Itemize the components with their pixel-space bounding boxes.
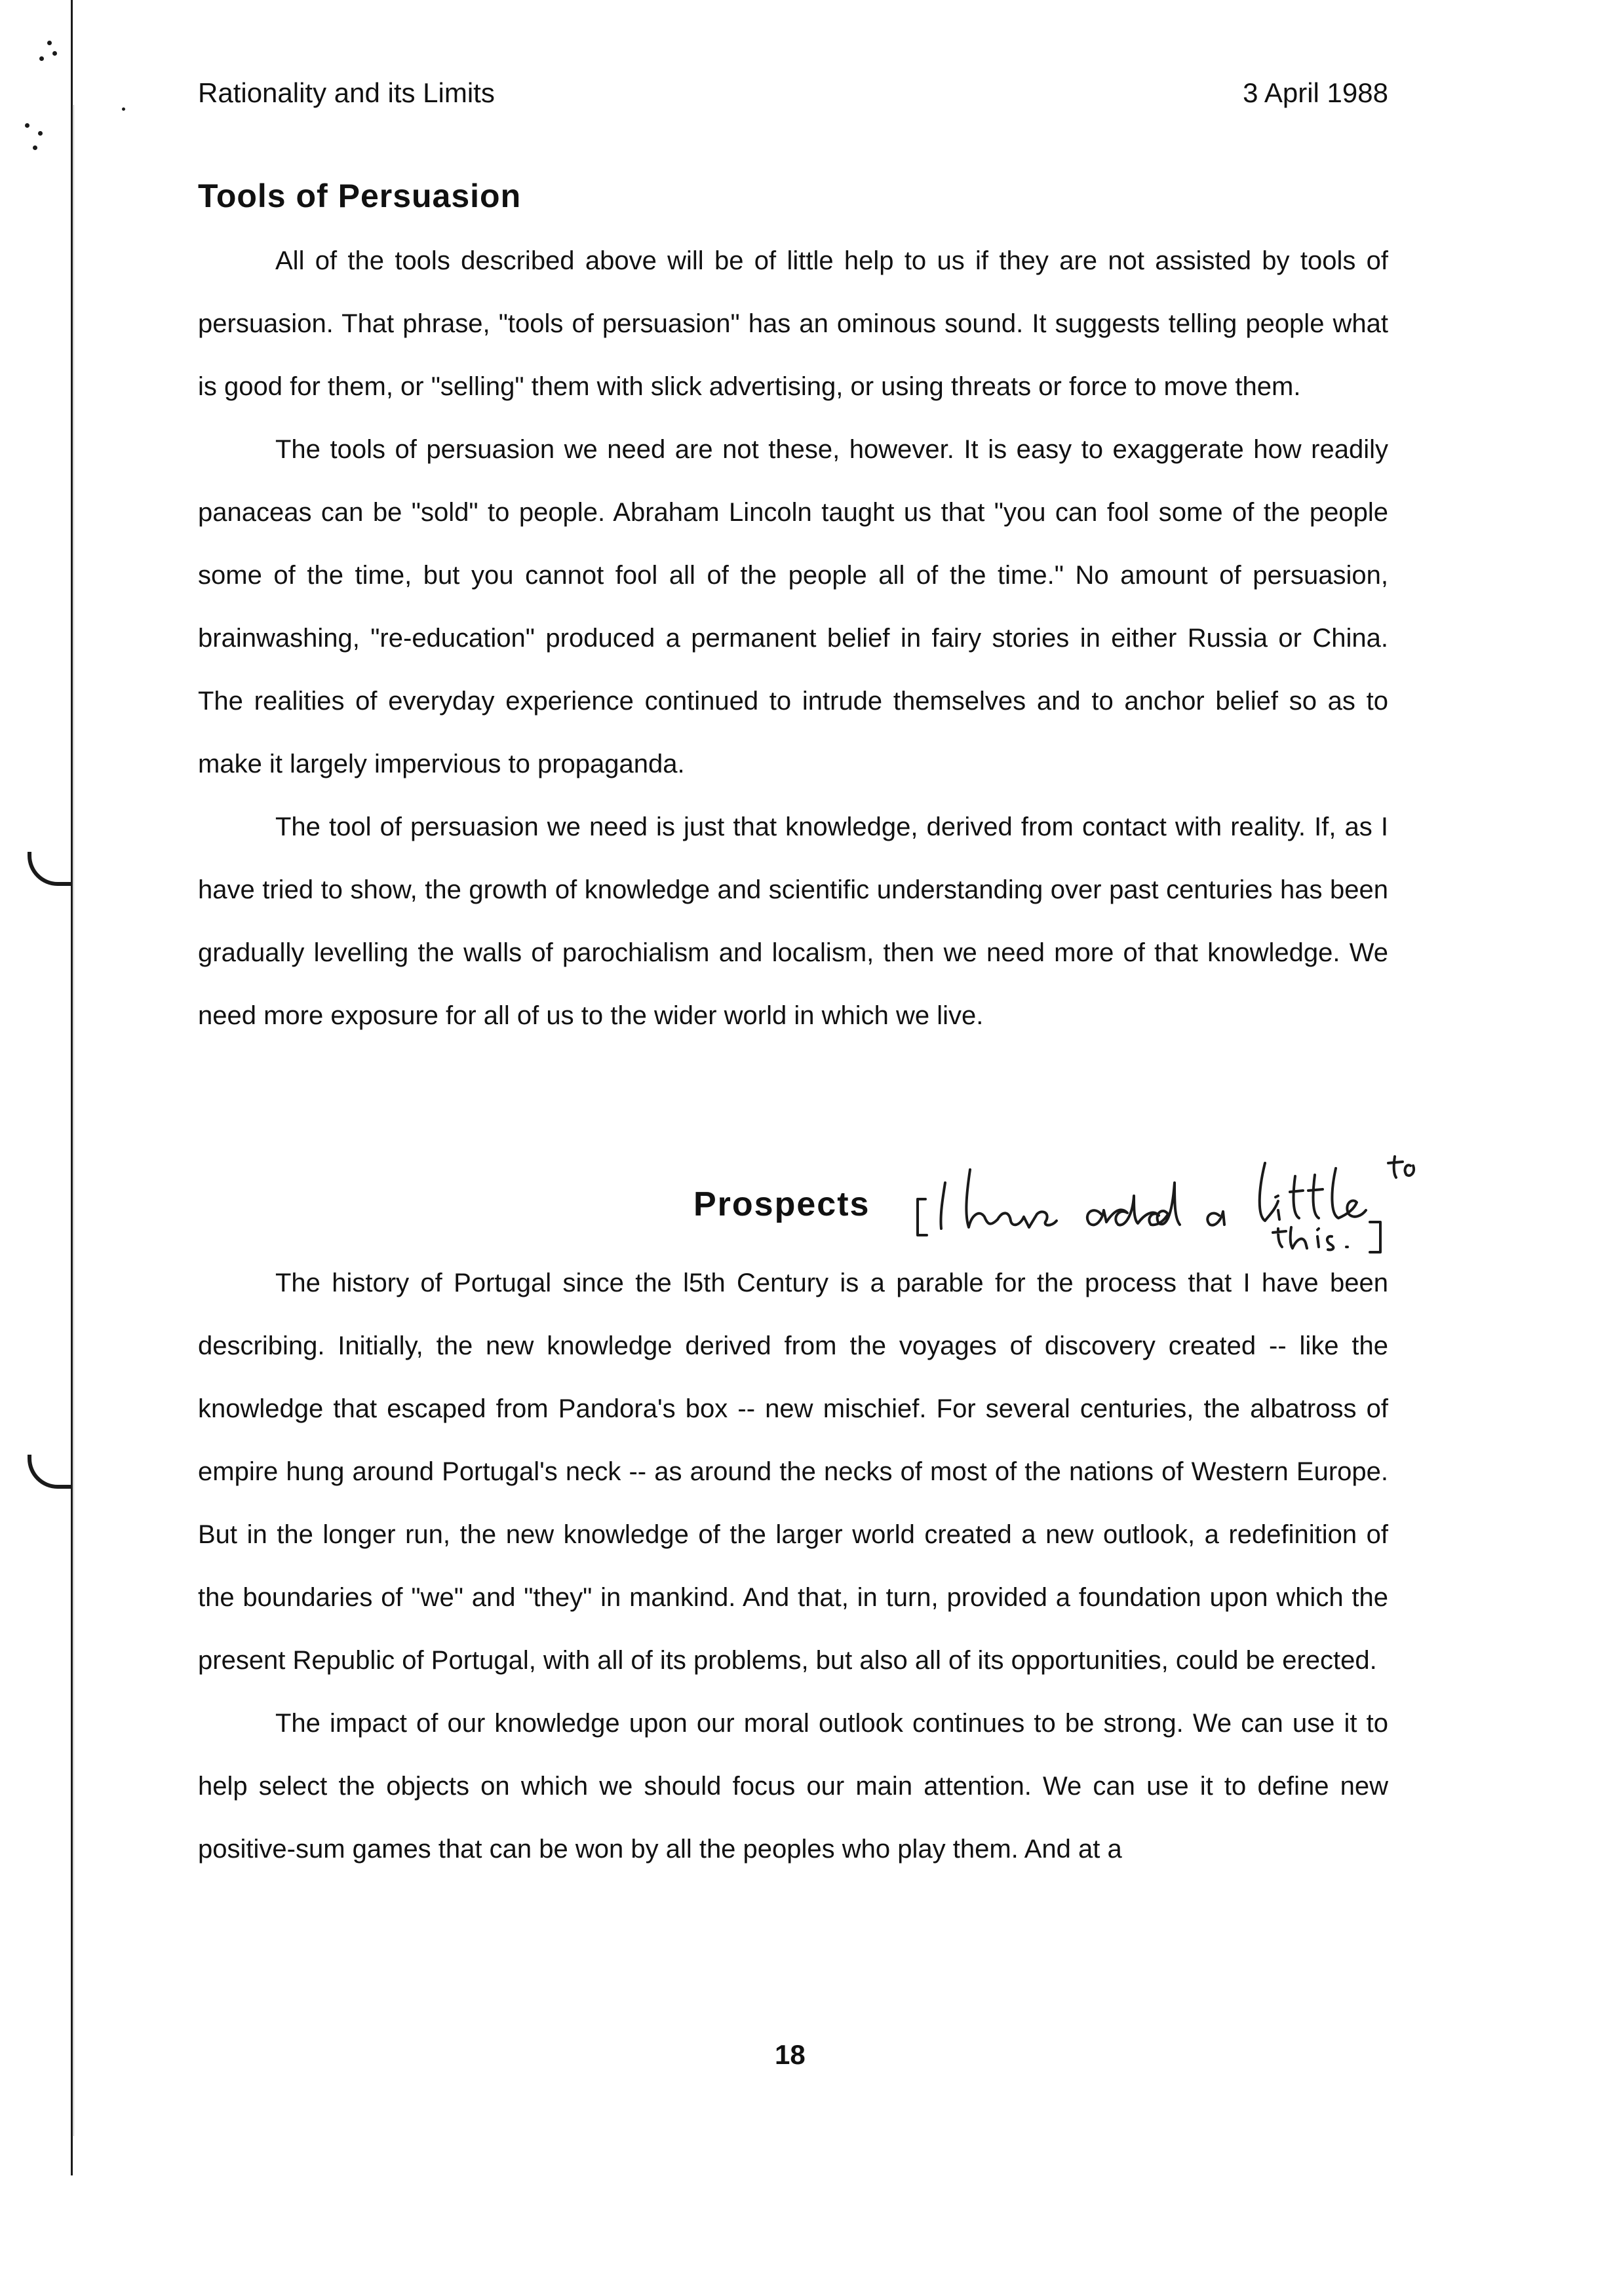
- paragraph: The history of Portugal since the l5th Century is a parable for the process that I have been describing. Initially, the new knowledge derived from the voyages of discovery created -- like the knowledge that escaped from Pandora's box -- new mischief. For several centuries, the albatross of empire hung around Portugal's neck -- as around the necks of most of the nations of Western Europe. But in the longer run, the new knowledge of the larger world created a new outlook, a redefinition of the boundaries of "we" and "they" in mankind. And that, in turn, provided a foundation upon which the present Republic of Portugal, with all of its problems, but also all of its opportunities, could be erected.: [198, 1269, 1388, 1675]
- tools-body: [198, 229, 1388, 1047]
- scan-speck: [39, 56, 44, 61]
- paragraph: The tools of persuasion we need are not these, however. It is easy to exaggerate how readily panaceas can be "sold" to people. Abraham Lincoln taught us that "you can fool some of the people some of the time, but you cannot fool all of the people all of the time." No amount of persuasion, brainwashing, "re-education" produced a permanent belief in fairy stories in either Russia or China. The realities of everyday experience continued to intrude themselves and to anchor belief so as to make it largely impervious to propaganda.: [198, 435, 1388, 778]
- scan-speck: [33, 145, 37, 150]
- punch-hole-mark-top: [28, 852, 71, 886]
- paragraph: The tool of persuasion we need is just that knowledge, derived from contact with reality. If, as I have tried to show, the growth of knowledge and scientific understanding over past centuries has been gradually levelling the walls of parochialism and localism, then we need more of that knowledge. We need more exposure for all of us to the wider world in which we live.: [198, 813, 1388, 1030]
- paragraph: All of the tools described above will be of little help to us if they are not assisted by tools of persuasion. That phrase, "tools of persuasion" has an ominous sound. It suggests telling people what is good for them, or "selling" them with slick advertising, or using threats or force to move them.: [198, 246, 1388, 401]
- paragraph: The impact of our knowledge upon our moral outlook continues to be strong. We can use it to help select the objects on which we should focus our main attention. We can use it to define new positive-sum games that can be won by all the peoples who play them. And at a: [198, 1709, 1388, 1864]
- section-heading-tools: Tools of Persuasion: [198, 178, 522, 214]
- scan-speck: [25, 123, 29, 128]
- page-number: 18: [775, 2039, 806, 2070]
- scan-speck: [122, 107, 125, 111]
- binding-edge-faint-line: [73, 105, 74, 2136]
- scan-speck: [52, 51, 57, 56]
- handwritten-annotation: [911, 1137, 1449, 1255]
- binding-edge-line: [71, 0, 73, 2175]
- scan-speck: [38, 131, 43, 136]
- scan-speck: [47, 41, 52, 45]
- document-title: Rationality and its Limits: [198, 77, 495, 108]
- punch-hole-mark-bottom: [28, 1455, 71, 1489]
- prospects-body: [198, 1252, 1388, 1881]
- document-date: 3 April 1988: [1243, 77, 1388, 108]
- section-heading-prospects: Prospects: [693, 1185, 870, 1223]
